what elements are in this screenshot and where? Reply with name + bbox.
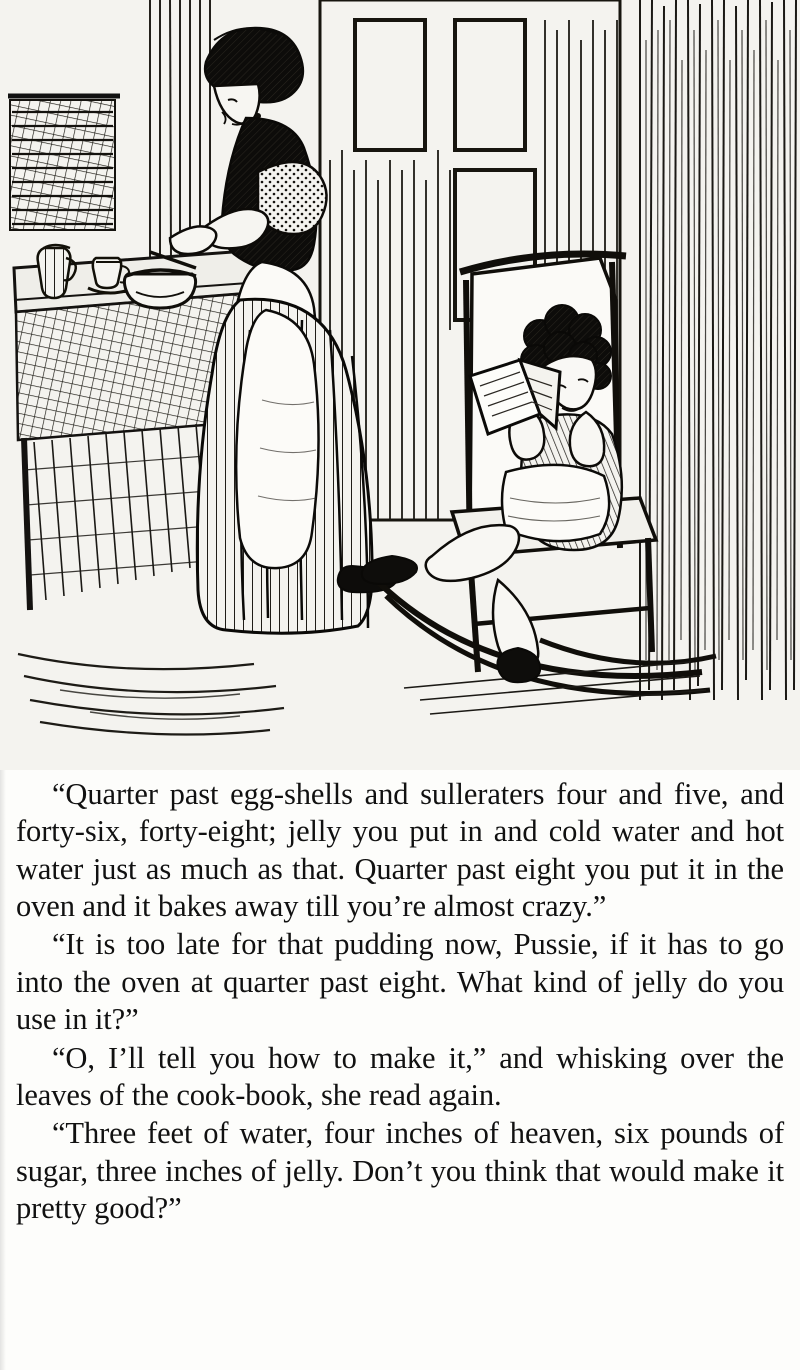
paragraph-3: “O, I’ll tell you how to make it,” and whisking over the leaves of the cook-book, she read again. <box>16 1040 784 1112</box>
paragraph-2: “It is too late for that pudding now, Pussie, if it has to go into the oven at quarter past eight. What kind of jelly do you use in it?” <box>16 927 784 1037</box>
body-text <box>0 770 800 1227</box>
paragraph-1: “Quarter past egg-shells and sulleraters four and five, and forty-six, forty-eight; jelly you put in and cold water and hot water just as much as that. Quarter past eight you put it in the oven and it bakes away till you’re almost crazy.” <box>16 777 784 924</box>
paragraph-4: “Three feet of water, four inches of heaven, six pounds of sugar, three inches of jelly. Don’t you think that would make it pretty good?” <box>16 1116 784 1225</box>
